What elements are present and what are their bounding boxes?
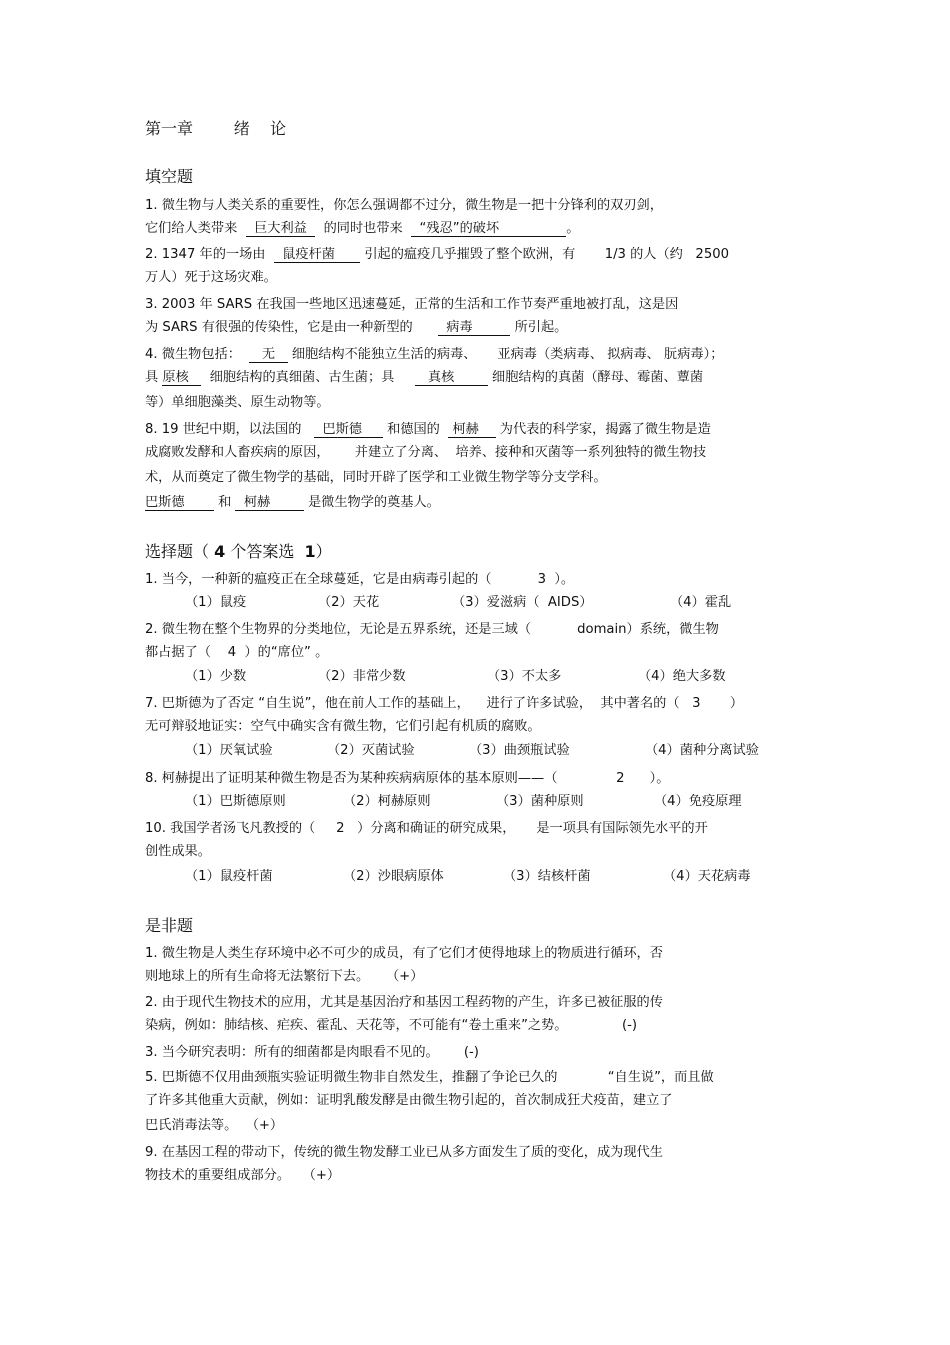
answer-blank: 柯赫 [235, 495, 304, 510]
tf-q5-line3: 巴氏消毒法等。 （+） [145, 1118, 284, 1133]
choice-q2-line2: 都占据了（ 4 ）的“席位” 。 [145, 645, 329, 660]
choice-q7-line2: 无可辩驳地证实：空气中确实含有微生物，它们引起有机质的腐败。 [145, 719, 541, 734]
tf-q2-line1: 2. 由于现代生物技术的应用，尤其是基因治疗和基因工程药物的产生，许多已被征服的传 [145, 995, 663, 1010]
tf-q5-line1: 5. 巴斯德不仅用曲颈瓶实验证明微生物非自然发生，推翻了争论已久的 “自生说”，而且做 [145, 1070, 714, 1085]
choice-option: （3）结核杆菌 [503, 869, 591, 884]
choice-option: （2）灭菌试验 [327, 743, 415, 758]
choice-option: （1）巴斯德原则 [185, 794, 286, 809]
choice-option: （4）霍乱 [670, 595, 732, 610]
fill-q4-line1: 4. 微生物包括： 无 细胞结构不能独立生活的病毒、 亚病毒（类病毒、 拟病毒、 朊病毒）； [145, 347, 724, 362]
choice-option: （4）绝大多数 [638, 669, 726, 684]
answer-blank: 真核 [415, 370, 488, 385]
fill-q3-line1: 3. 2003 年 SARS 在我国一些地区迅速蔓延，正常的生活和工作节奏严重地被打乱，这是因 [145, 297, 679, 312]
fill-q1-line2: 它们给人类带来 巨大利益 的同时也带来 “残忍”的破坏 。 [145, 221, 580, 236]
fill-q4-line3: 等）单细胞藻类、原生动物等。 [145, 395, 330, 410]
fill-q2-line1: 2. 1347 年的一场由 鼠疫杆菌 引起的瘟疫几乎摧毁了整个欧洲，有 1/3 的人（约 2500 [145, 247, 729, 262]
tf-q3-line1: 3. 当今研究表明：所有的细菌都是肉眼看不见的。 (-) [145, 1045, 479, 1060]
tf-q5-line2: 了许多其他重大贡献，例如：证明乳酸发酵是由微生物引起的，首次制成狂犬疫苗，建立了 [145, 1093, 673, 1108]
choice-option: （3）不太多 [487, 669, 562, 684]
tf-q2-line2: 染病，例如：肺结核、疟疾、霍乱、天花等，不可能有“卷土重来”之势。 (-) [145, 1018, 638, 1033]
answer-blank: “残忍”的破坏 [411, 221, 567, 236]
choice-option: （1）少数 [185, 669, 247, 684]
answer-blank: 原核 [162, 370, 202, 385]
choice-option: （3）爱滋病（ AIDS） [452, 595, 593, 610]
fill-q8-line4: 巴斯德 和 柯赫 是微生物学的奠基人。 [145, 495, 440, 510]
choice-option: （2）非常少数 [318, 669, 406, 684]
choice-option: （1）厌氧试验 [185, 743, 273, 758]
choice-option: （1）鼠疫杆菌 [185, 869, 273, 884]
choice-option: （3）曲颈瓶试验 [469, 743, 570, 758]
answer-blank: 巨大利益 [245, 221, 316, 236]
choice-option: （4）天花病毒 [663, 869, 751, 884]
fill-q8-line2: 成腐败发酵和人畜疾病的原因， 并建立了分离、 培养、接种和灭菌等一系列独特的微生物技 [145, 445, 707, 460]
fill-q8-line3: 术，从而奠定了微生物学的基础，同时开辟了医学和工业微生物学等分支学科。 [145, 470, 607, 485]
choice-section-title: 选择题（ 4 个答案选 1） [145, 542, 332, 561]
answer-blank: 巴斯德 [145, 495, 214, 510]
choice-option: （4）菌种分离试验 [645, 743, 759, 758]
answer-blank: 病毒 [437, 320, 511, 335]
choice-q10-line1: 10. 我国学者汤飞凡教授的（ 2 ）分离和确证的研究成果， 是一项具有国际领先水平的开 [145, 821, 708, 836]
choice-q8-line1: 8. 柯赫提出了证明某种微生物是否为某种疾病病原体的基本原则——（ 2 ）。 [145, 771, 670, 786]
choice-option: （2）沙眼病原体 [343, 869, 444, 884]
chapter-title: 第一章 绪 论 [145, 119, 287, 138]
tf-q1-line2: 则地球上的所有生命将无法繁衍下去。 （+） [145, 969, 424, 984]
choice-option: （3）菌种原则 [496, 794, 584, 809]
fill-q1-line1: 1. 微生物与人类关系的重要性，你怎么强调都不过分，微生物是一把十分锋利的双刃剑， [145, 198, 663, 213]
choice-q2-line1: 2. 微生物在整个生物界的分类地位，无论是五界系统，还是三域（ domain）系统，微生物 [145, 622, 719, 637]
answer-blank: 鼠疫杆菌 [273, 247, 361, 262]
choice-option: （2）柯赫原则 [343, 794, 431, 809]
choice-q7-line1: 7. 巴斯德为了否定 “自生说”，他在前人工作的基础上， 进行了许多试验， 其中著名的（ 3 ） [145, 696, 744, 711]
fill-q2-line2: 万人）死于这场灾难。 [145, 270, 277, 285]
answer-blank: 无 [249, 347, 288, 362]
tf-q9-line1: 9. 在基因工程的带动下，传统的微生物发酵工业已从多方面发生了质的变化，成为现代生 [145, 1145, 663, 1160]
choice-option: （4）免疫原理 [654, 794, 742, 809]
fill-q4-line2: 具 原核 细胞结构的真细菌、古生菌；具 真核 细胞结构的真菌（酵母、霉菌、蕈菌 [145, 370, 704, 385]
choice-q10-line2: 创性成果。 [145, 844, 211, 859]
fill-section-title: 填空题 [145, 167, 194, 186]
tf-q1-line1: 1. 微生物是人类生存环境中必不可少的成员，有了它们才使得地球上的物质进行循环，否 [145, 946, 663, 961]
choice-q1-line1: 1. 当今，一种新的瘟疫正在全球蔓延，它是由病毒引起的（ 3 ）。 [145, 572, 575, 587]
answer-blank: 柯赫 [448, 422, 496, 437]
choice-option: （2）天花 [318, 595, 380, 610]
fill-q8-line1: 8. 19 世纪中期，以法国的 巴斯德 和德国的 柯赫 为代表的科学家，揭露了微生物是造 [145, 422, 711, 437]
tf-q9-line2: 物技术的重要组成部分。 （+） [145, 1168, 341, 1183]
answer-blank: 巴斯德 [314, 422, 383, 437]
fill-q3-line2: 为 SARS 有很强的传染性，它是由一种新型的 病毒 所引起。 [145, 320, 568, 335]
tf-section-title: 是非题 [145, 916, 194, 935]
choice-option: （1）鼠疫 [185, 595, 247, 610]
